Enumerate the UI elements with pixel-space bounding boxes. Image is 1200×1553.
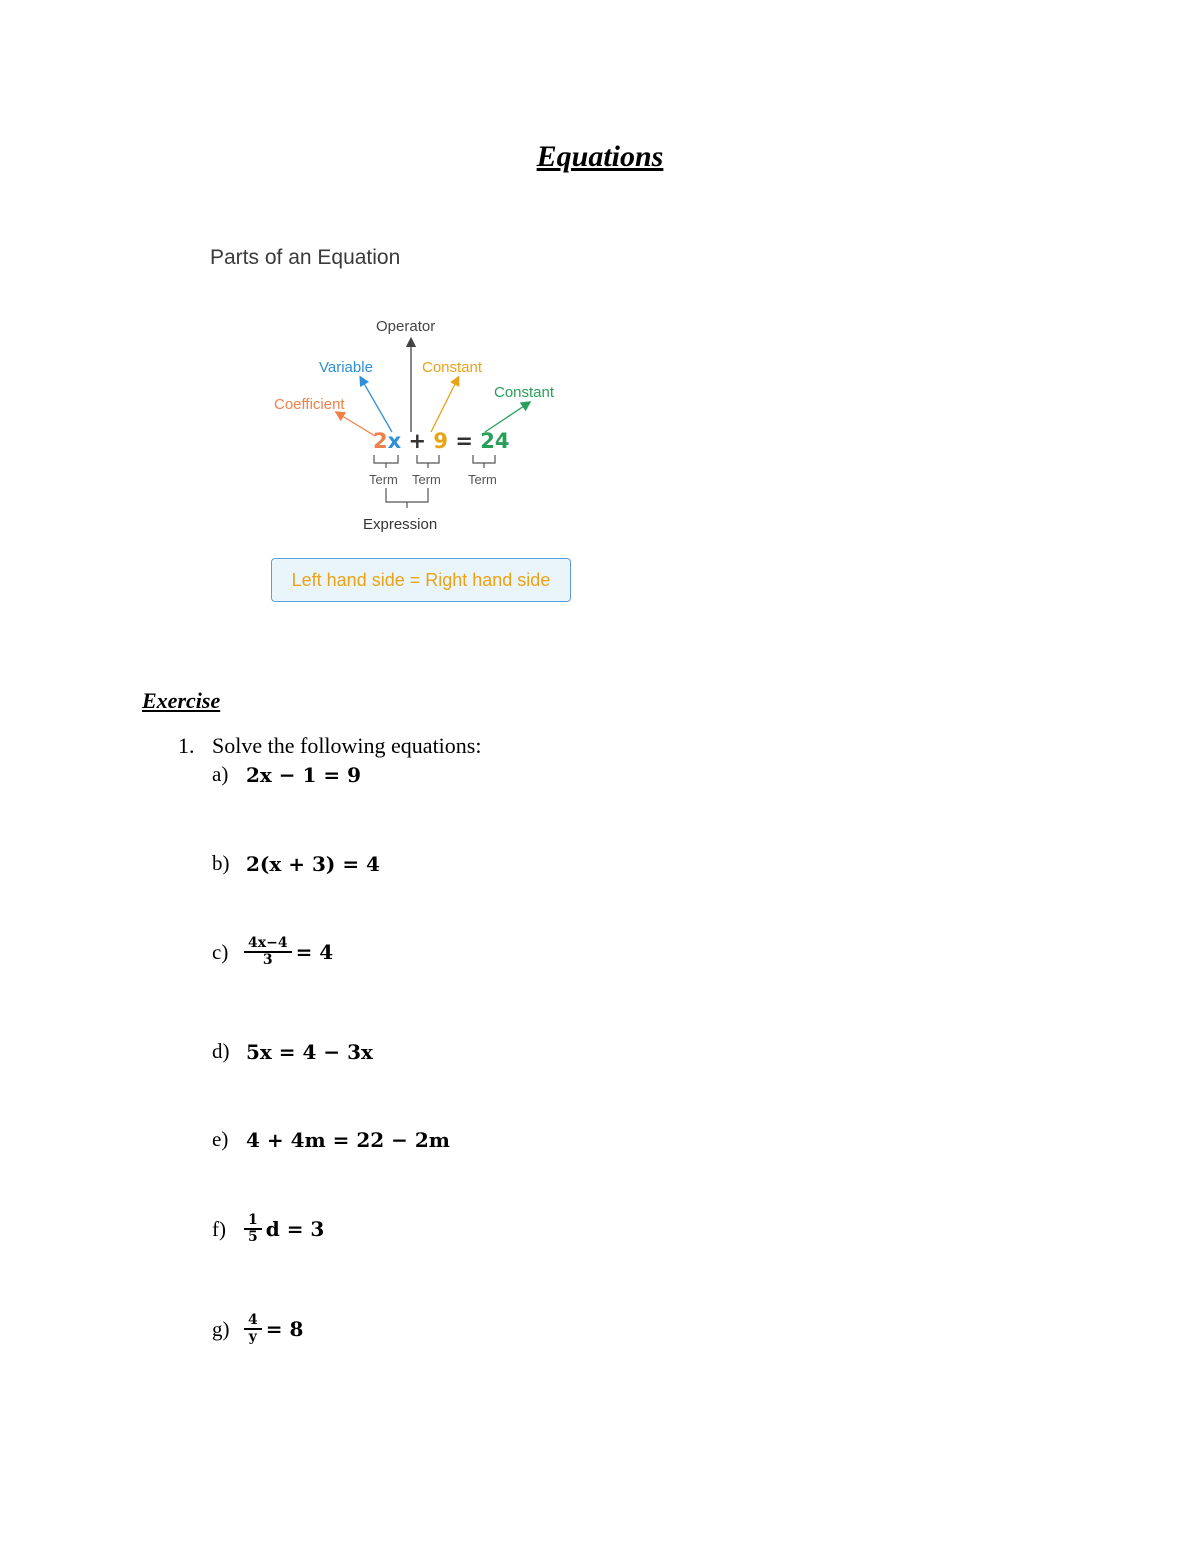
equation-rest: = 8: [265, 1317, 304, 1342]
lhs-rhs-box: Left hand side = Right hand side: [271, 558, 571, 602]
expression-bracket: [386, 488, 428, 508]
example-equation: [373, 429, 510, 453]
equation-item-b: [212, 851, 380, 876]
fraction-denominator: 5: [244, 1228, 262, 1245]
eq-constant-1: 9: [433, 429, 449, 453]
coefficient-arrow: [339, 414, 375, 436]
variable-label: Variable: [319, 359, 373, 376]
fraction: [246, 1213, 260, 1246]
constant-label-1: Constant: [422, 359, 483, 376]
diagram-heading: Parts of an Equation: [210, 246, 401, 269]
constant-label-2: Constant: [494, 384, 555, 401]
fraction-denominator: y: [244, 1328, 262, 1345]
eq-operator: +: [408, 429, 427, 453]
eq-coefficient: 2: [373, 429, 388, 453]
term3-bracket: [473, 455, 495, 468]
fraction-numerator: 4x−4: [248, 935, 288, 951]
exercise-instruction: [178, 733, 481, 759]
fraction-denominator: 3: [244, 951, 292, 968]
instruction-text: Solve the following equations:: [212, 733, 482, 758]
eq-variable: x: [387, 429, 402, 453]
item-letter: d): [212, 1039, 230, 1063]
equation-text: 5x = 4 − 3x: [246, 1039, 373, 1064]
equation-item-g: [212, 1313, 303, 1346]
item-letter: f): [212, 1216, 226, 1241]
equation-item-d: [212, 1039, 373, 1064]
equation-text: 2x − 1 = 9: [246, 762, 362, 787]
variable-arrow: [362, 380, 392, 432]
equation-rest: d = 3: [265, 1217, 325, 1242]
term-label-2: Term: [412, 472, 441, 487]
equation-item-f: [212, 1213, 324, 1246]
fraction-numerator: 4: [248, 1312, 258, 1328]
parts-of-equation-diagram: [205, 240, 625, 620]
item-letter: g): [212, 1316, 230, 1341]
eq-equals: =: [455, 429, 473, 453]
fraction: [246, 936, 290, 969]
item-letter: a): [212, 762, 229, 786]
item-letter: b): [212, 851, 230, 875]
question-number: 1.: [178, 733, 195, 758]
term2-bracket: [417, 455, 439, 468]
constant1-arrow: [431, 380, 457, 432]
item-letter: e): [212, 1127, 229, 1151]
page-title: Equations: [536, 140, 664, 173]
fraction: [246, 1313, 260, 1346]
operator-label: Operator: [376, 318, 436, 335]
expression-label: Expression: [363, 516, 438, 533]
equation-text: 2(x + 3) = 4: [246, 851, 380, 876]
coefficient-label: Coefficient: [274, 396, 345, 413]
term1-bracket: [374, 455, 398, 468]
equation-item-a: [212, 762, 361, 787]
term-label-1: Term: [369, 472, 398, 487]
eq-constant-2: 24: [480, 429, 510, 453]
fraction-numerator: 1: [248, 1212, 258, 1228]
item-letter: c): [212, 939, 229, 964]
term-label-3: Term: [468, 472, 497, 487]
equation-text: 4 + 4m = 22 − 2m: [246, 1127, 450, 1152]
equation-rest: = 4: [295, 940, 334, 965]
exercise-heading: Exercise: [142, 688, 221, 713]
constant2-arrow: [485, 404, 527, 432]
equation-item-e: [212, 1127, 450, 1152]
equation-item-c: [212, 936, 333, 969]
